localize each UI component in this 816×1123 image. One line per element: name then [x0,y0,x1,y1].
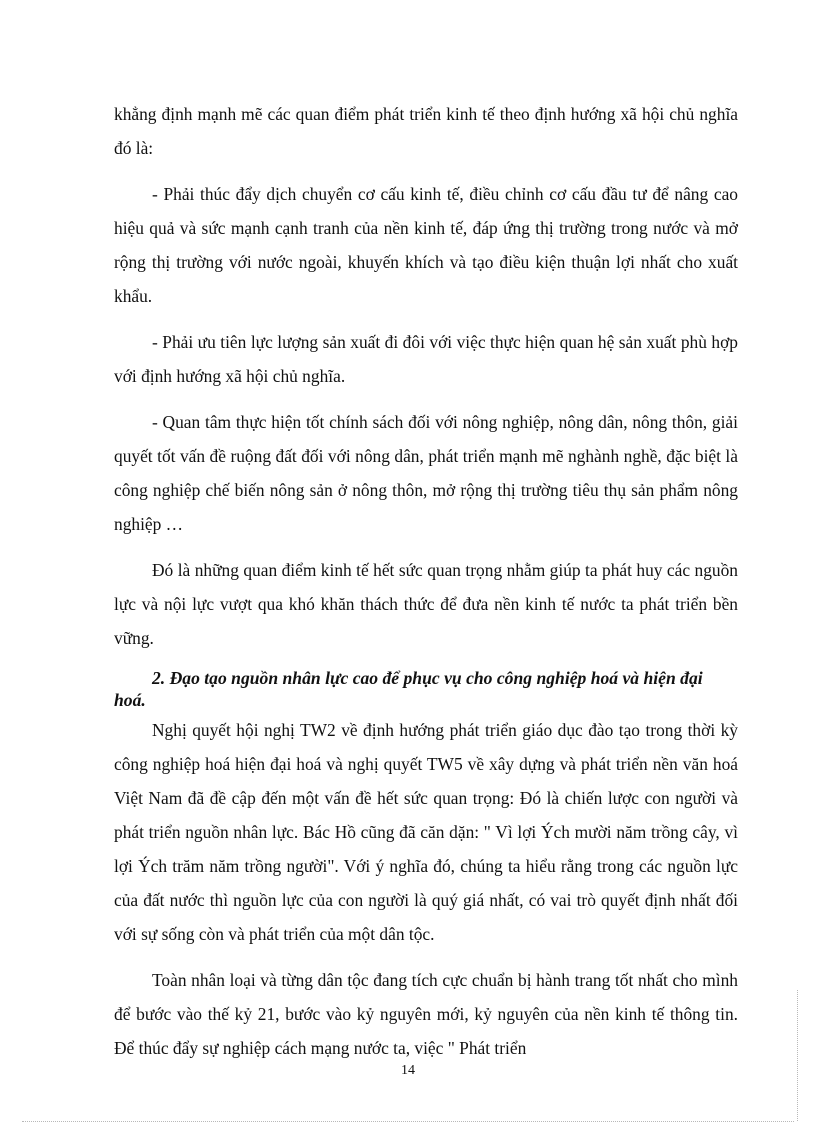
document-body [114,97,738,1077]
page-number: 14 [401,1063,415,1078]
page-bottom-rule [22,1121,794,1122]
section-heading: 2. Đạo tạo nguồn nhân lực cao để phục vụ cho công nghiệp hoá và hiện đại hoá. [114,668,703,710]
paragraph: Đó là những quan điểm kinh tế hết sức quan trọng nhằm giúp ta phát huy các nguồn lực và nội lực vượt qua khó khăn thách thức để đưa nền kinh tế nước ta phát triển bền vững. [114,560,738,648]
page-edge-rule [797,990,798,1121]
paragraph: Toàn nhân loại và từng dân tộc đang tích cực chuẩn bị hành trang tốt nhất cho mình để bước vào thế kỷ 21, bước vào kỷ nguyên mới, kỷ nguyên của nền kinh tế thông tin. Để thúc đẩy sự nghiệp cách mạng nước ta, việc " Phát triển [114,970,738,1058]
paragraph: - Phải ưu tiên lực lượng sản xuất đi đôi với việc thực hiện quan hệ sản xuất phù hợp với định hướng xã hội chủ nghĩa. [114,332,738,386]
paragraph: - Phải thúc đẩy dịch chuyển cơ cấu kinh tế, điều chỉnh cơ cấu đầu tư để nâng cao hiệu quả và sức mạnh cạnh tranh của nền kinh tế, đáp ứng thị trường trong nước và mở rộng thị trường với nước ngoài, khuyến khích và tạo điều kiện thuận lợi nhất cho xuất khẩu. [114,184,738,306]
paragraph: khẳng định mạnh mẽ các quan điểm phát triển kinh tế theo định hướng xã hội chủ nghĩa đó là: [114,104,738,158]
paragraph: - Quan tâm thực hiện tốt chính sách đối với nông nghiệp, nông dân, nông thôn, giải quyết tốt vấn đề ruộng đất đối với nông dân, phát triển mạnh mẽ nghành nghề, đặc biệt là công nghiệp chế biến nông sản ở nông thôn, mở rộng thị trường tiêu thụ sản phẩm nông nghiệp … [114,412,738,534]
paragraph: Nghị quyết hội nghị TW2 về định hướng phát triển giáo dục đào tạo trong thời kỳ công nghiệp hoá hiện đại hoá và nghị quyết TW5 về xây dựng và phát triển nền văn hoá Việt Nam đã đề cập đến một vấn đề hết sức quan trọng: Đó là chiến lược con người và phát triển nguồn nhân lực. Bác Hồ cũng đã căn dặn: " Vì lợi Ých mười năm trồng cây, vì lợi Ých trăm năm trồng người". Với ý nghĩa đó, chúng ta hiểu rằng trong các nguồn lực của đất nước thì nguồn lực của con người là quý giá nhất, có vai trò quyết định nhất đối với sự sống còn và phát triển của một dân tộc. [114,720,738,944]
